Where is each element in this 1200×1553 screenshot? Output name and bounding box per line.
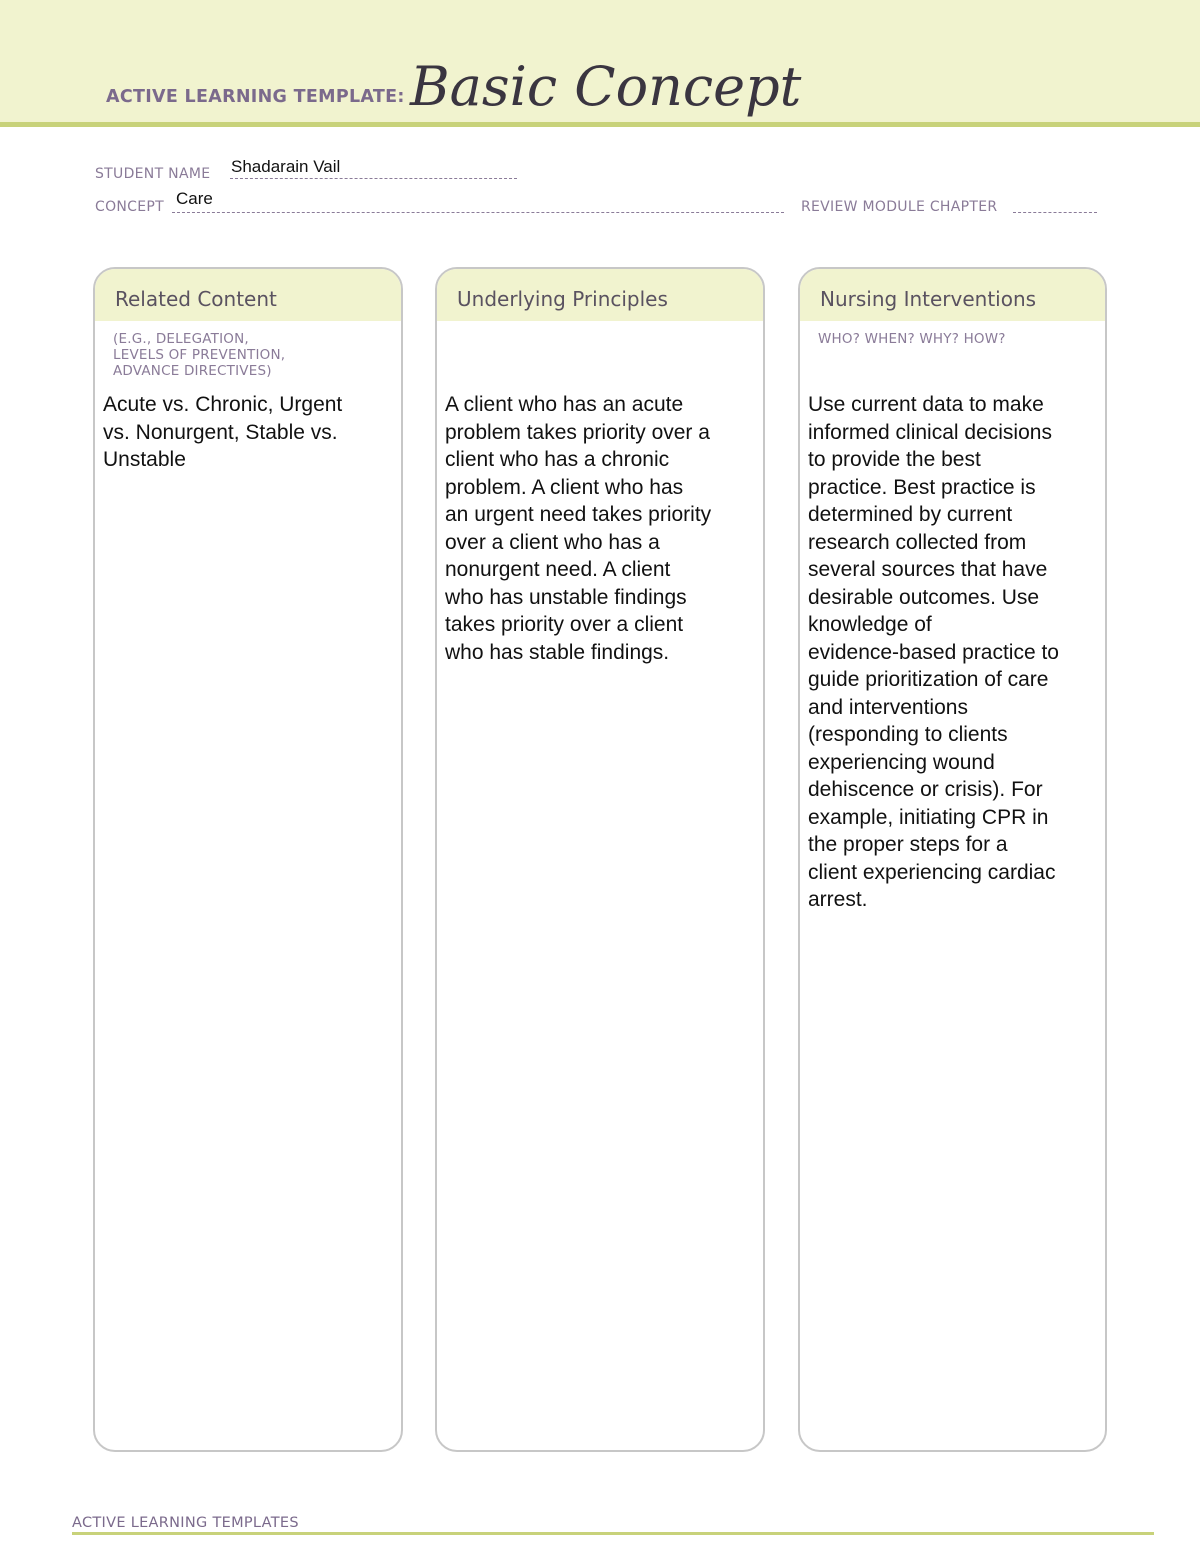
- text-line: problem. A client who has: [445, 475, 684, 499]
- text-line: knowledge of: [808, 613, 932, 636]
- related-content-title: Related Content: [115, 287, 277, 311]
- nursing-interventions-header: [800, 269, 1105, 323]
- footer-label: ACTIVE LEARNING TEMPLATES: [72, 1515, 299, 1531]
- text-line: (responding to clients: [808, 723, 1008, 746]
- template-title: Basic Concept: [410, 55, 802, 118]
- template-label: ACTIVE LEARNING TEMPLATE:: [106, 87, 405, 107]
- text-line: A client who has an acute: [445, 393, 684, 416]
- concept-label: CONCEPT: [95, 199, 164, 215]
- text-line: who has stable findings.: [445, 640, 670, 664]
- text-line: and interventions: [808, 695, 968, 719]
- related-content-box: [93, 267, 403, 1452]
- text-line: over a client who has a: [445, 530, 660, 554]
- underlying-principles-header: [437, 269, 763, 323]
- underlying-principles-box: [435, 267, 765, 1452]
- footer-rule: [72, 1532, 1154, 1535]
- text-line: several sources that have: [808, 558, 1048, 581]
- text-line: vs. Nonurgent, Stable vs.: [103, 420, 338, 444]
- text-line: guide prioritization of care: [808, 668, 1049, 691]
- text-line: Use current data to make: [808, 393, 1044, 416]
- student-name-label: STUDENT NAME: [95, 166, 211, 182]
- text-line: takes priority over a client: [445, 613, 684, 636]
- nursing-interventions-hint: [818, 331, 1006, 347]
- text-line: to provide the best: [808, 448, 981, 471]
- text-line: dehiscence or crisis). For: [808, 778, 1043, 801]
- nursing-interventions-box: [798, 267, 1107, 1452]
- text-line: the proper steps for a: [808, 833, 1008, 856]
- hint-line: ADVANCE DIRECTIVES): [113, 363, 272, 379]
- header-rule: [0, 122, 1200, 127]
- review-module-label: REVIEW MODULE CHAPTER: [801, 199, 998, 215]
- text-line: Acute vs. Chronic, Urgent: [103, 393, 343, 416]
- review-module-line: [1013, 212, 1097, 213]
- hint-line: WHO? WHEN? WHY? HOW?: [818, 331, 1006, 347]
- text-line: Unstable: [103, 448, 186, 471]
- text-line: client experiencing cardiac: [808, 860, 1056, 884]
- text-line: informed clinical decisions: [808, 420, 1052, 444]
- related-content-text[interactable]: [103, 391, 342, 474]
- hint-line: LEVELS OF PREVENTION,: [113, 347, 286, 363]
- text-line: arrest.: [808, 888, 868, 911]
- text-line: nonurgent need. A client: [445, 558, 671, 581]
- text-line: problem takes priority over a: [445, 420, 710, 444]
- related-content-header: [95, 269, 401, 323]
- hint-line: (E.G., DELEGATION,: [113, 331, 249, 347]
- text-line: practice. Best practice is: [808, 475, 1036, 499]
- text-line: example, initiating CPR in: [808, 805, 1049, 829]
- text-line: experiencing wound: [808, 750, 995, 774]
- underlying-principles-title: Underlying Principles: [457, 287, 668, 311]
- underlying-principles-text[interactable]: [445, 391, 711, 666]
- text-line: client who has a chronic: [445, 448, 670, 471]
- text-line: evidence-based practice to: [808, 640, 1059, 664]
- student-name-field[interactable]: Shadarain Vail: [231, 157, 341, 176]
- text-line: desirable outcomes. Use: [808, 585, 1040, 609]
- concept-line: [172, 212, 784, 213]
- student-name-line: [230, 178, 517, 179]
- concept-field[interactable]: Care: [176, 189, 213, 208]
- text-line: an urgent need takes priority: [445, 503, 712, 526]
- text-line: who has unstable findings: [445, 585, 687, 609]
- related-content-hint: [113, 331, 285, 379]
- nursing-interventions-title: Nursing Interventions: [820, 287, 1037, 311]
- nursing-interventions-text[interactable]: [808, 391, 1059, 914]
- text-line: research collected from: [808, 530, 1027, 554]
- text-line: determined by current: [808, 503, 1013, 526]
